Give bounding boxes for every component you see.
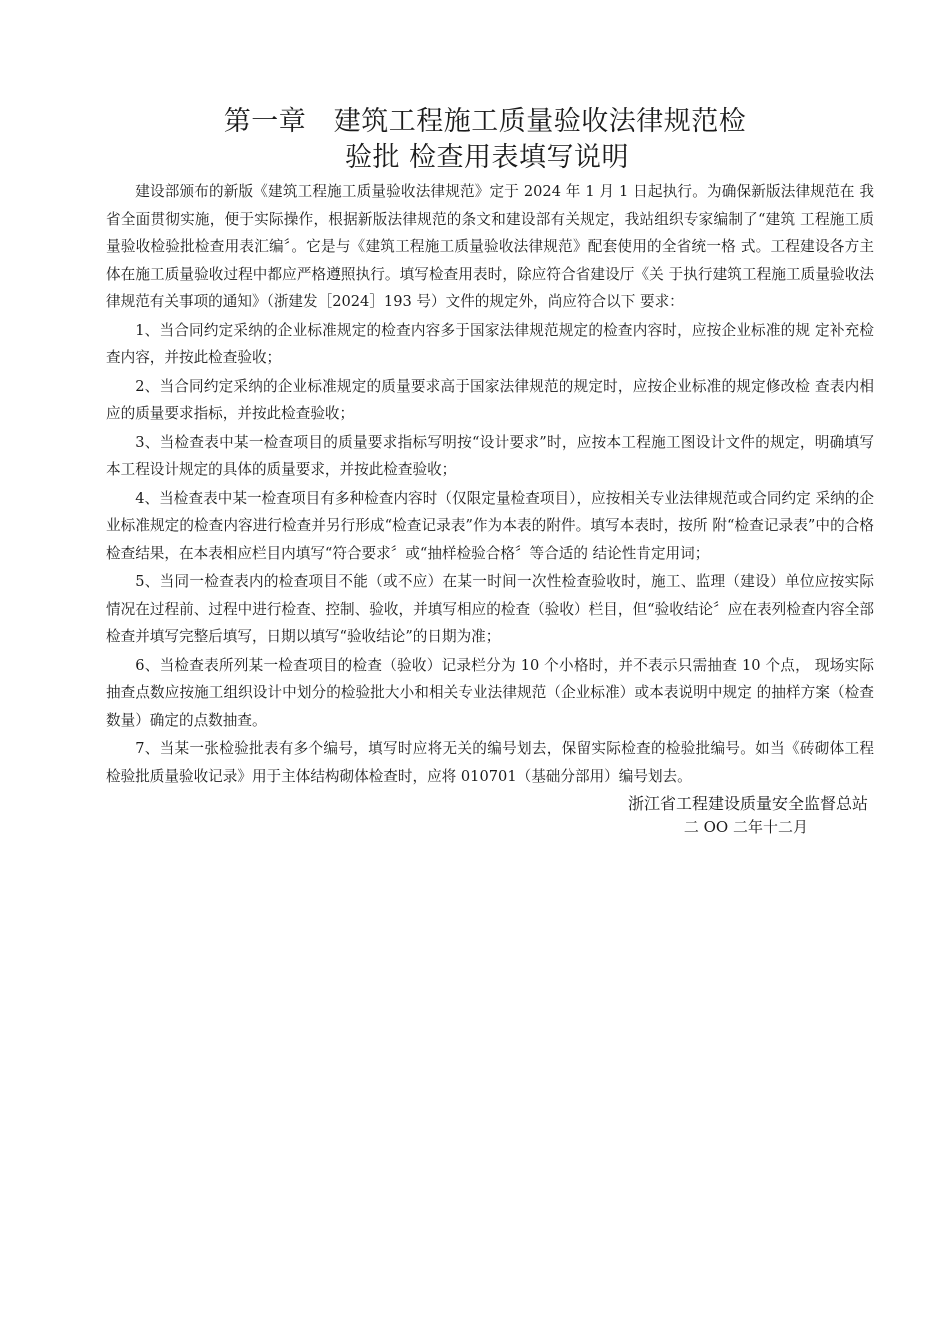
signature-date: 二 OO 二年十二月 (683, 818, 808, 836)
requirement-item-6: 6、当检查表所列某一检查项目的检查（验收）记录栏分为 10 个小格时，并不表示只需抽查 10 个点， 现场实际抽查点数应按施工组织设计中划分的检验批大小和相关专业法律规范（企业标准）或本表说明中规定 的抽样方案（检查数量）确定的点数抽查。 (106, 656, 874, 729)
requirement-item-3: 3、当检查表中某一检查项目的质量要求指标写明按“设计要求”时，应按本工程施工图设计文件的规定，明确填写本工程设计规定的具体的质量要求，并按此检查验收； (106, 433, 874, 478)
document-title (106, 104, 874, 176)
intro-paragraph: 建设部颁布的新版《建筑工程施工质量验收法律规范》定于 2024 年 1 月 1 日起执行。为确保新版法律规范在 我省全面贯彻实施，便于实际操作，根据新版法律规范的条文和建设部有关规定，我站组织专家编制了“建筑 工程施工质量验收检验批检查用表汇编〞。它是与《建筑工程施工质量验收法律规范》配套使用的全省统一格 式。工程建设各方主体在施工质量验收过程中都应严格遵照执行。填写检查用表时，除应符合省建设厅《关 于执行建筑工程施工质量验收法律规范有关事项的通知》（浙建发［2024］193 号）文件的规定外，尚应符合以下 要求： (106, 183, 874, 310)
requirement-item-5: 5、当同一检查表内的检查项目不能（或不应）在某一时间一次性检查验收时，施工、监理（建设）单位应按实际情况在过程前、过程中进行检查、控制、验收，并填写相应的检查（验收）栏目，但“验收结论〞应在表列检查内容全部检查并填写完整后填写，日期以填写“验收结论”的日期为准； (106, 573, 874, 645)
requirement-item-1: 1、当合同约定采纳的企业标准规定的检查内容多于国家法律规范规定的检查内容时，应按企业标准的规 定补充检查内容，并按此检查验收； (106, 321, 874, 366)
title-line-1: 第一章 建筑工程施工质量验收法律规范检 (223, 106, 747, 137)
requirement-item-7: 7、当某一张检验批表有多个编号，填写时应将无关的编号划去，保留实际检查的检验批编号。如当《砖砌体工程检验批质量验收记录》用于主体结构砌体检查时，应将 010701（基础分部用）编号划去。 (106, 740, 874, 785)
requirement-item-2: 2、当合同约定采纳的企业标准规定的质量要求高于国家法律规范的规定时，应按企业标准的规定修改检 查表内相应的质量要求指标，并按此检查验收； (106, 377, 874, 422)
document-body (106, 178, 874, 790)
title-line-2: 验批 检查用表填写说明 (344, 142, 630, 173)
signature-organization: 浙江省工程建设质量安全监督总站 (627, 794, 868, 813)
signature-block (106, 791, 874, 837)
requirement-item-4: 4、当检查表中某一检查项目有多种检查内容时（仅限定量检查项目），应按相关专业法律规范或合同约定 采纳的企业标准规定的检查内容进行检查并另行形成“检查记录表”作为本表的附件。填写本表时，按所 附“检查记录表”中的合格检查结果，在本表相应栏目内填写“符合要求〞或“抽样检验合格〞等合适的 结论性肯定用词； (106, 489, 874, 562)
